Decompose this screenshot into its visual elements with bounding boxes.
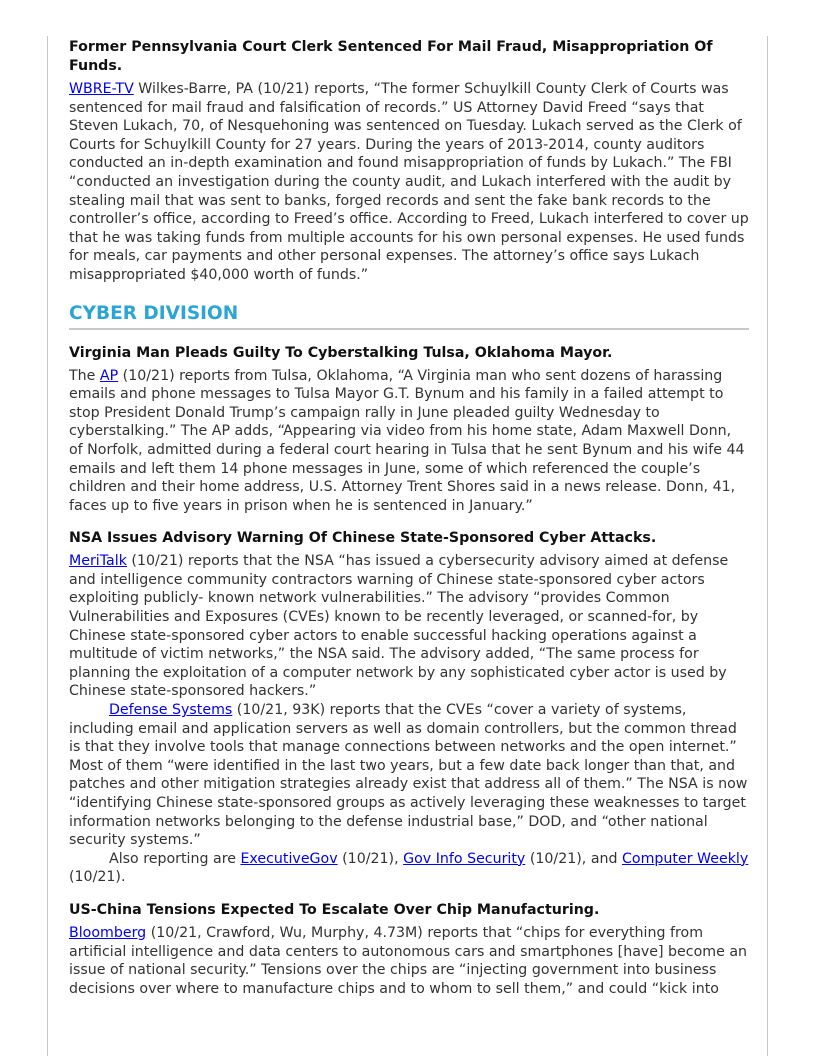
section-title-cyber-division: CYBER DIVISION	[69, 301, 749, 330]
source-link-meritalk[interactable]: MeriTalk	[69, 553, 127, 570]
article-body	[69, 80, 749, 285]
article-headline: NSA Issues Advisory Warning Of Chinese State-Sponsored Cyber Attacks.	[69, 530, 657, 547]
source-link-computer-weekly[interactable]: Computer Weekly	[622, 850, 749, 867]
article-text: (10/21) reports from Tulsa, Oklahoma, “A Virginia man who sent dozens of harassing emails and phone messages to Tulsa Mayor G.T. Bynum and his family in a failed attempt to stop President Donald Trump’s campaign rally in June pleaded guilty Wednesday to cyberstalking.” The AP adds, “Appearing via video from his home state, Adam Maxwell Donn, of Norfolk, admitted during a federal court hearing in Tulsa that he sent Bynum and his wife 44 emails and left them 14 phone messages in June, some of which referenced the couple’s children and their home address, U.S. Attorney Trent Shores said in a news release. Donn, 41, faces up to five years in prison when he is sentenced in January.”	[69, 367, 745, 514]
article-nsa-advisory	[69, 529, 749, 887]
also-reporting-date: (10/21).	[69, 869, 126, 886]
source-link-gov-info-security[interactable]: Gov Info Security	[403, 850, 526, 867]
article-pa-court-clerk	[69, 38, 749, 285]
source-link-defense-systems[interactable]: Defense Systems	[109, 702, 233, 719]
article-headline: Virginia Man Pleads Guilty To Cyberstalking Tulsa, Oklahoma Mayor.	[69, 344, 613, 361]
article-us-china-chips	[69, 901, 749, 998]
article-body	[69, 552, 749, 701]
article-text-prefix: The	[69, 367, 100, 384]
article-cyberstalking-tulsa-mayor	[69, 344, 749, 516]
source-link-wbre-tv[interactable]: WBRE-TV	[69, 81, 134, 97]
also-reporting-line	[69, 850, 749, 887]
article-body	[69, 924, 749, 998]
article-text: (10/21) reports that the NSA “has issued a cybersecurity advisory aimed at defense and intelligence community contractors warning of Chinese state-sponsored cyber actors exploiting publicly- known network vulnerabilities.” The advisory “provides Common Vulnerabilities and Exposures (CVEs) known to be recently leveraged, or scanned-for, by Chinese state-sponsored cyber actors to enable successful hacking operations against a multitude of victim networks,” the NSA said. The advisory added, “The same process for planning the exploitation of a computer network by any sophisticated cyber actor is used by Chinese state-sponsored hackers.”	[69, 553, 729, 700]
article-text: (10/21, 93K) reports that the CVEs “cover a variety of systems, including email and application servers as well as domain controllers, but the common thread is that they involve tools that manage connections between networks and the open internet.” Most of them “were identified in the last two years, but a few date back longer than that, and patches and other mitigation strategies already exist that address all of them.” The NSA is now “identifying Chinese state-sponsored groups as actively leveraging these weaknesses to target information networks belonging to the defense industrial base,” DOD, and “other national security systems.”	[69, 702, 748, 849]
also-reporting-prefix: Also reporting are	[109, 850, 241, 867]
article-headline: US-China Tensions Expected To Escalate Over Chip Manufacturing.	[69, 901, 600, 918]
article-text: Wilkes-Barre, PA (10/21) reports, “The former Schuylkill County Clerk of Courts was sentenced for mail fraud and falsification of records.” US Attorney David Freed “says that Steven Lukach, 70, of Nesquehoning was sentenced on Tuesday. Lukach served as the Clerk of Courts for Schuylkill County for 27 years. During the years of 2013-2014, county auditors conducted an in-depth examination and found misappropriation of funds by Lukach.” The FBI “conducted an investigation during the county audit, and Lukach interfered with the audit by stealing mail that was sent to banks, forged records and sent the fake bank records to the controller’s office, according to Freed’s office. According to Freed, Lukach interfered to cover up that he was taking funds from multiple accounts for his own personal expenses. He used funds for meals, car payments and other personal expenses. The attorney’s office says Lukach misappropriated $40,000 worth of funds.”	[69, 81, 749, 283]
also-reporting-date: (10/21), and	[525, 850, 623, 867]
newsletter-page	[47, 36, 768, 1056]
article-body-paragraph-2	[69, 701, 749, 850]
newsletter-content	[69, 36, 749, 998]
article-headline: Former Pennsylvania Court Clerk Sentenced For Mail Fraud, Misappropriation Of Funds.	[69, 39, 713, 74]
source-link-bloomberg[interactable]: Bloomberg	[69, 924, 147, 941]
source-link-ap[interactable]: AP	[99, 367, 119, 384]
also-reporting-date: (10/21),	[337, 850, 404, 867]
article-body	[69, 367, 749, 516]
source-link-executivegov[interactable]: ExecutiveGov	[240, 850, 338, 867]
article-text: (10/21, Crawford, Wu, Murphy, 4.73M) reports that “chips for everything from artificial intelligence and data centers to autonomous cars and smartphones [have] become an issue of national security.” Tensions over the chips are “injecting government into business decisions over where to manufacture chips and to whom to sell them,” and could “kick into	[69, 924, 748, 997]
